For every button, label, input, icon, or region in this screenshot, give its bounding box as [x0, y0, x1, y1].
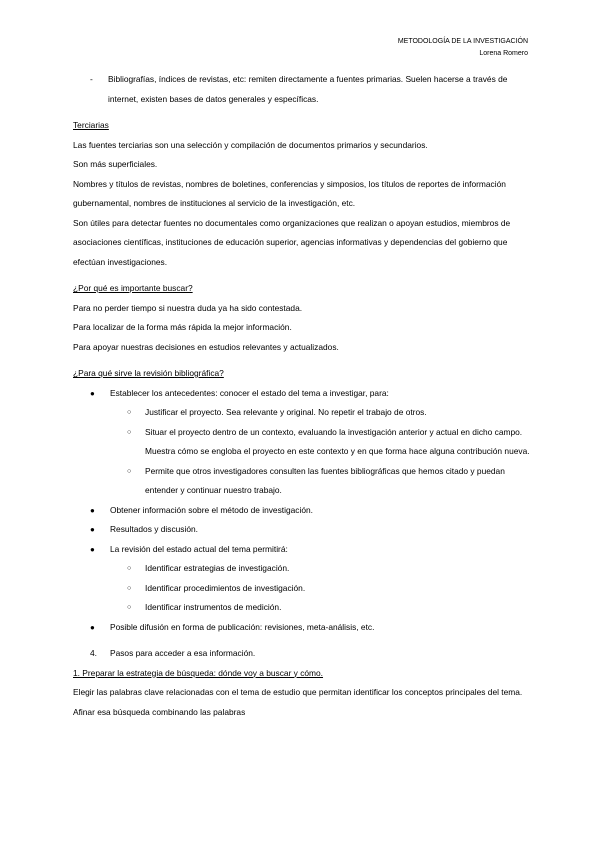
paragraph: Para localizar de la forma más rápida la mejor información.	[73, 322, 292, 332]
bullet-icon: ●	[90, 622, 95, 632]
section-number: 4.	[90, 648, 97, 658]
header-course-title: METODOLOGÍA DE LA INVESTIGACIÓN	[397, 38, 528, 45]
circle-bullet-icon: ○	[127, 409, 132, 416]
sub-list-item	[110, 559, 533, 579]
list-item	[73, 540, 533, 618]
sub-item-text: Identificar procedimientos de investigación.	[145, 582, 306, 593]
paragraph: Son más superficiales.	[73, 159, 158, 169]
circle-bullet-icon: ○	[127, 467, 132, 475]
circle-bullet-icon: ○	[127, 584, 132, 592]
bullet-icon: ●	[90, 544, 95, 554]
sub-item-text: Permite que otros investigadores consulten las fuentes bibliográficas que hemos citado y puedan entender y continuar nuestro trabajo.	[145, 465, 505, 495]
revision-bullet-list	[73, 384, 533, 638]
sub-item-text: Identificar instrumentos de medición.	[145, 602, 282, 612]
list-item-text: La revisión del estado actual del tema permitirá:	[110, 543, 288, 554]
sub-list-item	[110, 403, 533, 423]
list-item-text: Establecer los antecedentes: conocer el estado del tema a investigar, para:	[110, 387, 389, 398]
section-heading-terciarias: Terciarias	[73, 120, 109, 130]
sub-item-text: Identificar estrategias de investigación.	[145, 563, 290, 573]
sub-item-text: Situar el proyecto dentro de un contexto, evaluando la investigación anterior y actual en dicho campo. Muestra cómo se engloba el proyecto en este contexto y en que forma hace alguna contribución nueva.	[145, 426, 530, 456]
step-heading: 1. Preparar la estrategia de búsqueda: dónde voy a buscar y cómo.	[73, 667, 324, 678]
list-item	[73, 384, 533, 501]
circle-bullet-icon: ○	[127, 604, 132, 611]
dash-marker: -	[90, 74, 93, 84]
sub-list	[110, 403, 533, 501]
paragraph: Las fuentes terciarias son una selección y compilación de documentos primarios y secundarios.	[73, 139, 428, 150]
paragraph: Para apoyar nuestras decisiones en estudios relevantes y actualizados.	[73, 341, 339, 352]
bullet-icon: ●	[90, 525, 95, 534]
intro-item-text: Bibliografías, índices de revistas, etc: remiten directamente a fuentes primarias. Suelen hacerse a través de internet, existen bases de datos generales y específicas.	[108, 74, 508, 104]
paragraph: Nombres y títulos de revistas, nombres de boletines, conferencias y simposios, los títulos de reportes de información gubernamental, nombres de instituciones al servicio de la investigación, etc.	[73, 178, 506, 208]
sub-list-item	[110, 462, 533, 501]
bullet-icon: ●	[90, 505, 95, 515]
sub-list	[110, 559, 533, 618]
sub-list-item	[110, 423, 533, 462]
circle-bullet-icon: ○	[127, 565, 132, 572]
bullet-icon: ●	[90, 388, 95, 398]
numbered-section-text: Pasos para acceder a esa información.	[110, 648, 256, 658]
numbered-section	[73, 644, 533, 664]
list-item-text: Posible difusión en forma de publicación: revisiones, meta-análisis, etc.	[110, 621, 375, 632]
paragraph: Elegir las palabras clave relacionadas con el tema de estudio que permitan identificar los conceptos principales del tema. Afinar esa búsqueda combinando las palabras	[73, 687, 523, 717]
list-item	[73, 520, 533, 540]
paragraph: Para no perder tiempo si nuestra duda ya ha sido contestada.	[73, 302, 303, 313]
paragraph: Son útiles para detectar fuentes no documentales como organizaciones que realizan o apoyan estudios, miembros de asociaciones científicas, instituciones de educación superior, agencias informativas y dependencias del gobierno que efectúan investigaciones.	[73, 217, 511, 267]
circle-bullet-icon: ○	[127, 428, 132, 436]
list-item	[73, 618, 533, 638]
sub-list-item	[110, 579, 533, 599]
list-item	[73, 501, 533, 521]
sub-list-item	[110, 598, 533, 618]
list-item-text: Resultados y discusión.	[110, 524, 198, 534]
header-author: Lorena Romero	[479, 50, 528, 57]
sub-item-text: Justificar el proyecto. Sea relevante y original. No repetir el trabajo de otros.	[145, 407, 427, 417]
list-item-text: Obtener información sobre el método de investigación.	[110, 504, 313, 515]
section-heading-revision: ¿Para qué sirve la revisión bibliográfica?	[73, 368, 224, 378]
document-body	[73, 70, 533, 722]
section-heading-importancia: ¿Por qué es importante buscar?	[73, 283, 193, 293]
intro-list-item	[73, 70, 533, 109]
page-header	[398, 36, 528, 60]
